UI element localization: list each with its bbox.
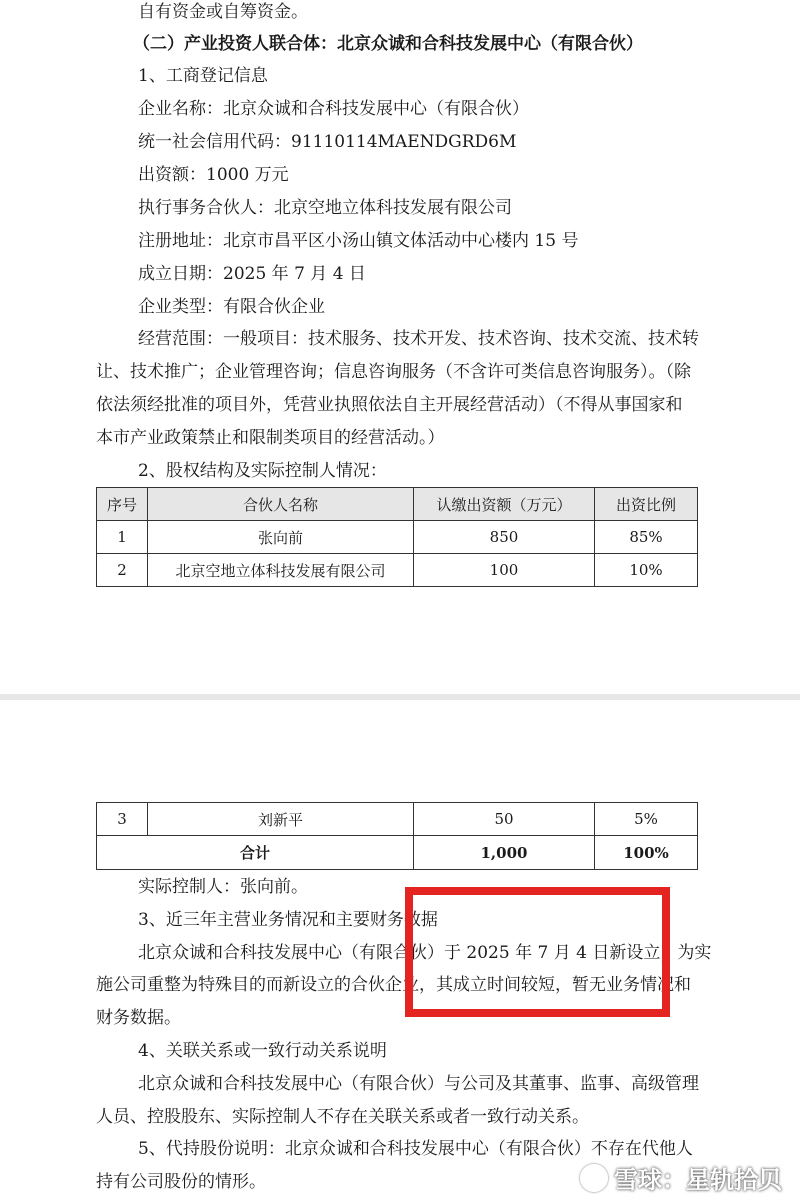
- capital-line: 出资额：1000 万元: [138, 165, 289, 185]
- subheading-business: 3、近三年主营业务情况和主要财务数据: [138, 910, 438, 930]
- watermark: [580, 1160, 782, 1195]
- proxy-line: 持有公司股份的情形。: [96, 1172, 266, 1192]
- scope-line: 本市产业政策禁止和限制类项目的经营活动。）: [96, 428, 445, 448]
- table-cell: 10%: [595, 554, 698, 587]
- table-total-row: [97, 836, 698, 870]
- business-line: 北京众诚和合科技发展中心（有限合伙）于 2025 年 7 月 4 日新设立，为实: [138, 943, 712, 963]
- scope-line: 经营范围：一般项目：技术服务、技术开发、技术咨询、技术交流、技术转: [138, 329, 699, 349]
- subheading-relation: 4、关联关系或一致行动关系说明: [138, 1041, 387, 1061]
- section-heading: （二）产业投资人联合体：北京众诚和合科技发展中心（有限合伙）: [133, 34, 643, 54]
- table-row: [97, 521, 698, 554]
- type-line: 企业类型：有限合伙企业: [138, 297, 325, 317]
- relation-line: 北京众诚和合科技发展中心（有限合伙）与公司及其董事、监事、高级管理: [138, 1074, 699, 1094]
- subheading-registration: 1、工商登记信息: [138, 66, 268, 86]
- table-cell: 北京空地立体科技发展有限公司: [148, 554, 414, 587]
- company-name-line: 企业名称：北京众诚和合科技发展中心（有限合伙）: [138, 99, 529, 119]
- table-header: 出资比例: [595, 488, 698, 521]
- table-cell: 合计: [97, 836, 414, 870]
- snowball-logo-icon: [580, 1164, 608, 1192]
- equity-table-continued: [96, 802, 698, 870]
- table-header: 认缴出资额（万元）: [414, 488, 595, 521]
- table-cell: 85%: [595, 521, 698, 554]
- table-header: 序号: [97, 488, 148, 521]
- page-separator: [0, 694, 800, 700]
- text-line: 自有资金或自筹资金。: [138, 2, 308, 22]
- table-cell: 50: [414, 803, 595, 836]
- subheading-equity: 2、股权结构及实际控制人情况：: [138, 461, 387, 481]
- table-cell: 1,000: [414, 836, 595, 870]
- table-cell: 850: [414, 521, 595, 554]
- relation-line: 人员、控股股东、实际控制人不存在关联关系或者一致行动关系。: [96, 1107, 589, 1127]
- table-cell: 2: [97, 554, 148, 587]
- proxy-line: 5、代持股份说明：北京众诚和合科技发展中心（有限合伙）不存在代他人: [138, 1139, 693, 1159]
- table-header: 合伙人名称: [148, 488, 414, 521]
- table-cell: 5%: [595, 803, 698, 836]
- table-cell: 100: [414, 554, 595, 587]
- date-line: 成立日期：2025 年 7 月 4 日: [138, 264, 366, 284]
- business-line: 施公司重整为特殊目的而新设立的合伙企业，其成立时间较短，暂无业务情况和: [96, 975, 691, 995]
- table-row: [97, 803, 698, 836]
- table-cell: 刘新平: [148, 803, 414, 836]
- highlight-box: [405, 887, 670, 1017]
- business-line: 财务数据。: [96, 1008, 181, 1028]
- table-row: [97, 554, 698, 587]
- table-cell: 1: [97, 521, 148, 554]
- watermark-text: 雪球：星轨拾贝: [614, 1166, 782, 1194]
- equity-table: [96, 487, 698, 587]
- table-cell: 3: [97, 803, 148, 836]
- scope-line: 依法须经批准的项目外，凭营业执照依法自主开展经营活动）（不得从事国家和: [96, 395, 683, 415]
- partner-line: 执行事务合伙人：北京空地立体科技发展有限公司: [138, 198, 512, 218]
- table-cell: 张向前: [148, 521, 414, 554]
- table-cell: 100%: [595, 836, 698, 870]
- scope-line: 让、技术推广；企业管理咨询；信息咨询服务（不含许可类信息咨询服务）。（除: [96, 362, 691, 382]
- address-line: 注册地址：北京市昌平区小汤山镇文体活动中心楼内 15 号: [138, 231, 579, 251]
- credit-code-line: 统一社会信用代码：91110114MAENDGRD6M: [138, 132, 517, 152]
- controller-line: 实际控制人：张向前。: [138, 877, 308, 897]
